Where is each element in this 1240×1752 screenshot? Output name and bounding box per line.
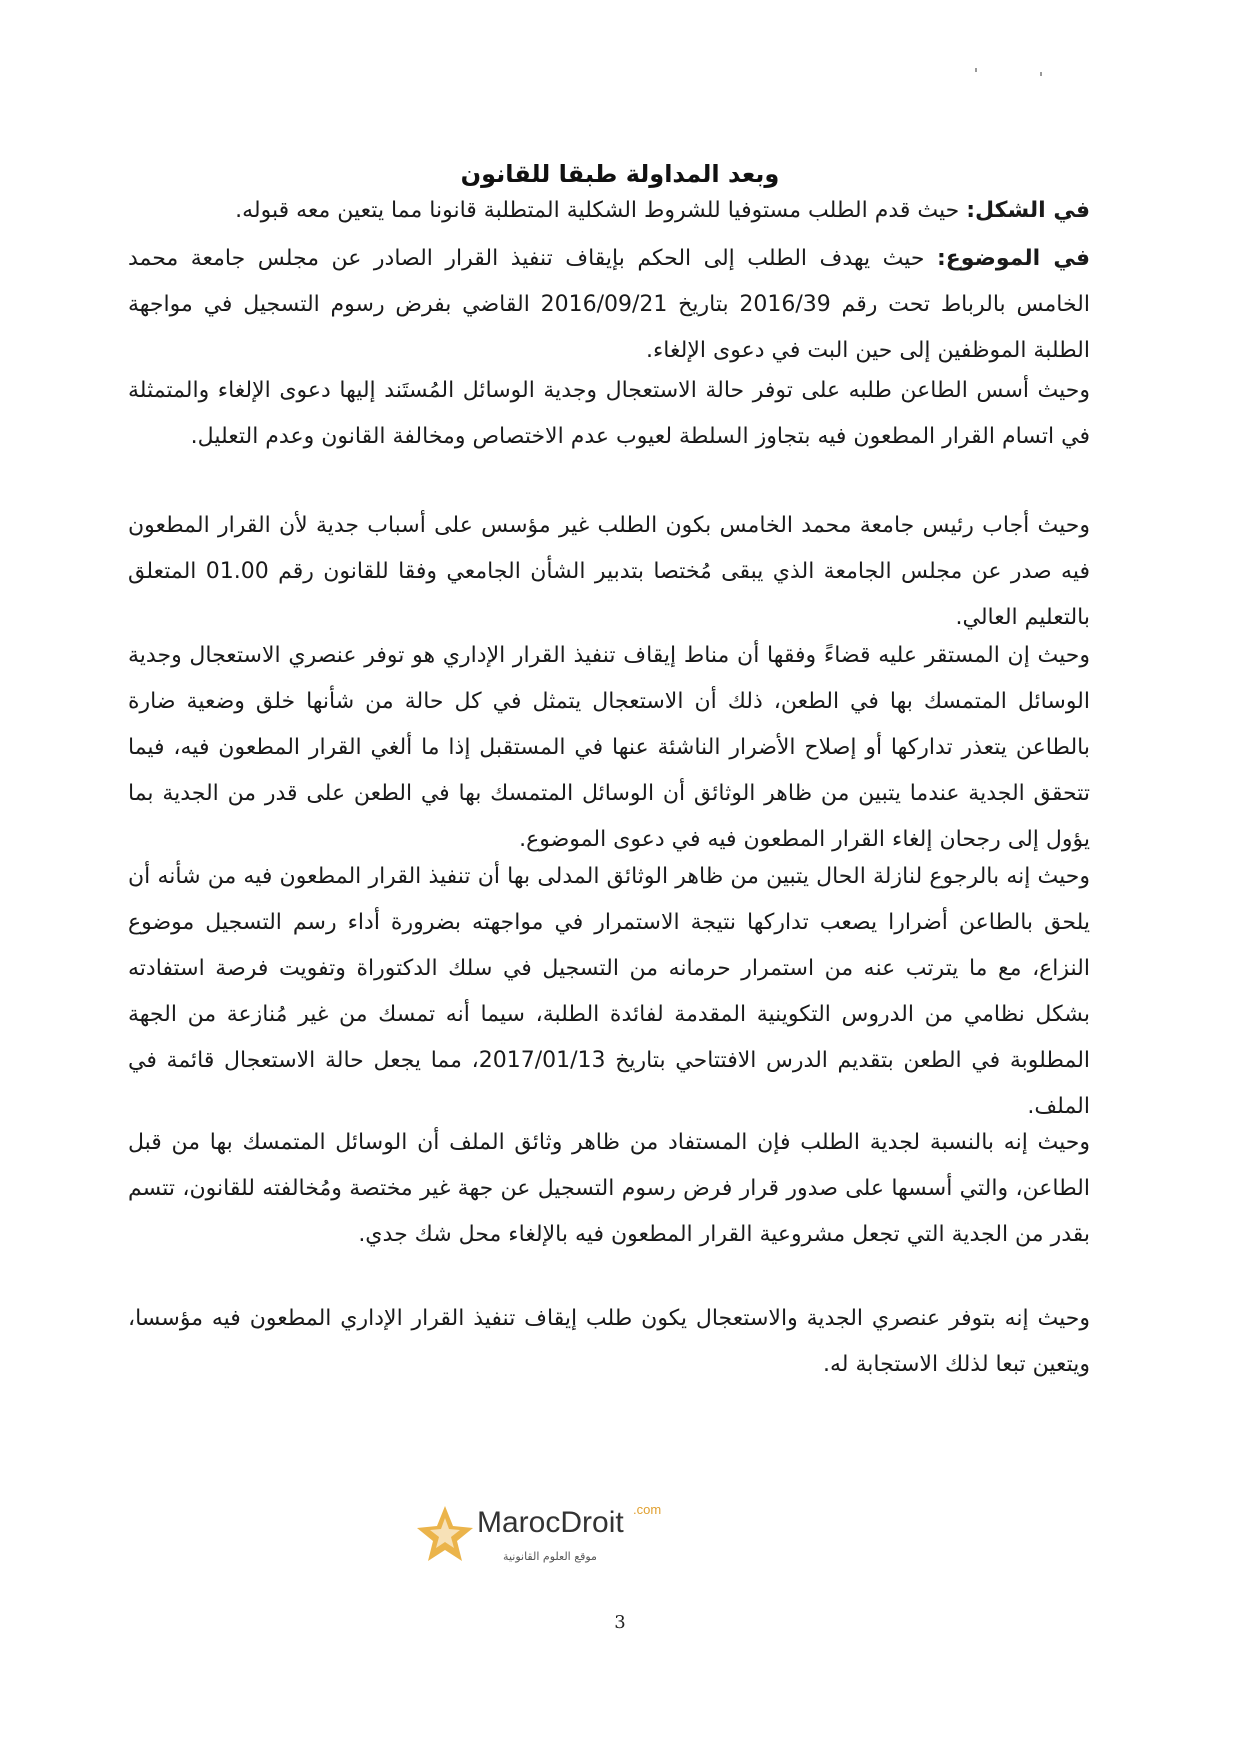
- label-merits: في الموضوع:: [936, 246, 1091, 271]
- scan-speck: [1040, 72, 1042, 76]
- paragraph-urgency: وحيث إنه بالرجوع لنازلة الحال يتبين من ظاهر الوثائق المدلى بها أن تنفيذ القرار المطعون فيه من شأنه أن يلحق بالطاعن أضرارا يصعب تداركها نتيجة الاستمرار في مواجهته بضرورة أداء رسم التسجيل موضوع النزاع، مع ما يترتب عنه من استمرار حرمانه من التسجيل في سلك الدكتوراة وتفويت فرصة استفادته بشكل نظامي من الدروس التكوينية المقدمة لفائدة الطلبة، سيما أنه تمسك من غير مُنازعة من الجهة المطلوبة في الطعن بتقديم الدرس الافتتاحي بتاريخ 2017/01/13، مما يجعل حالة الاستعجال قائمة في الملف.: [128, 864, 1091, 1119]
- paragraph-legal-standard: وحيث إن المستقر عليه قضاءً وفقها أن مناط إيقاف تنفيذ القرار الإداري هو توفر عنصري الاستعجال وجدية الوسائل المتمسك بها في الطعن، ذلك أن الاستعجال يتمثل في كل حالة من شأنها خلق وضعية ضارة بالطاعن يتعذر تداركها أو إصلاح الأضرار الناشئة عنها في المستقبل إذا ما ألغي القرار المطعون فيه، فيما تتحقق الجدية عندما يتبين من ظاهر الوثائق أن الوسائل المتمسك بها في الطعن على قدر من الجدية بما يؤول إلى رجحان إلغاء القرار المطعون فيه في دعوى الموضوع.: [128, 643, 1090, 852]
- paragraph-claimant-grounds: وحيث أسس الطاعن طلبه على توفر حالة الاستعجال وجدية الوسائل المُستَند إليها دعوى الإلغاء والمتمثلة في اتسام القرار المطعون فيه بتجاوز السلطة لعيوب عدم الاختصاص ومخالفة القانون وعدم التعليل.: [128, 378, 1090, 449]
- page-number: 3: [614, 1612, 626, 1633]
- section-heading: وبعد المداولة طبقا للقانون: [460, 160, 780, 188]
- paragraph-seriousness: وحيث إنه بالنسبة لجدية الطلب فإن المستفاد من ظاهر وثائق الملف أن الوسائل المتمسك بها من قبل الطاعن، والتي أسسها على صدور قرار فرض رسوم التسجيل عن جهة غير مختصة ومُخالفته للقانون، تتسم بقدر من الجدية التي تجعل مشروعية القرار المطعون فيه بالإلغاء محل شك جدي.: [128, 1130, 1090, 1247]
- star-logo-icon: [415, 1504, 475, 1564]
- paragraph-merits-text: حيث يهدف الطلب إلى الحكم بإيقاف تنفيذ القرار الصادر عن مجلس جامعة محمد الخامس بالرباط تحت رقم 2016/39 بتاريخ 2016/09/21 القاضي بفرض رسوم التسجيل في مواجهة الطلبة الموظفين إلى حين البت في دعوى الإلغاء.: [128, 246, 1090, 363]
- marocdroit-watermark-logo: [415, 1500, 685, 1572]
- paragraph-merits: [128, 236, 1090, 374]
- paragraph-university-response: وحيث أجاب رئيس جامعة محمد الخامس بكون الطلب غير مؤسس على أسباب جدية لأن القرار المطعون فيه صدر عن مجلس الجامعة الذي يبقى مُختصا بتدبير الشأن الجامعي وفقا للقانون رقم 01.00 المتعلق بالتعليم العالي.: [128, 513, 1090, 630]
- label-form: في الشكل:: [966, 198, 1090, 223]
- paragraph-conclusion: وحيث إنه بتوفر عنصري الجدية والاستعجال يكون طلب إيقاف تنفيذ القرار الإداري المطعون فيه مؤسسا، ويتعين تبعا لذلك الاستجابة له.: [128, 1306, 1090, 1377]
- logo-tagline: موقع العلوم القانونية: [503, 1550, 597, 1563]
- logo-domain-suffix: .com: [633, 1502, 662, 1517]
- scan-speck: [975, 68, 977, 72]
- paragraph-form-text: حيث قدم الطلب مستوفيا للشروط الشكلية المتطلبة قانونا مما يتعين معه قبوله.: [235, 198, 967, 223]
- paragraph-form: [128, 188, 1090, 234]
- logo-wordmark: MarocDroit: [477, 1506, 624, 1539]
